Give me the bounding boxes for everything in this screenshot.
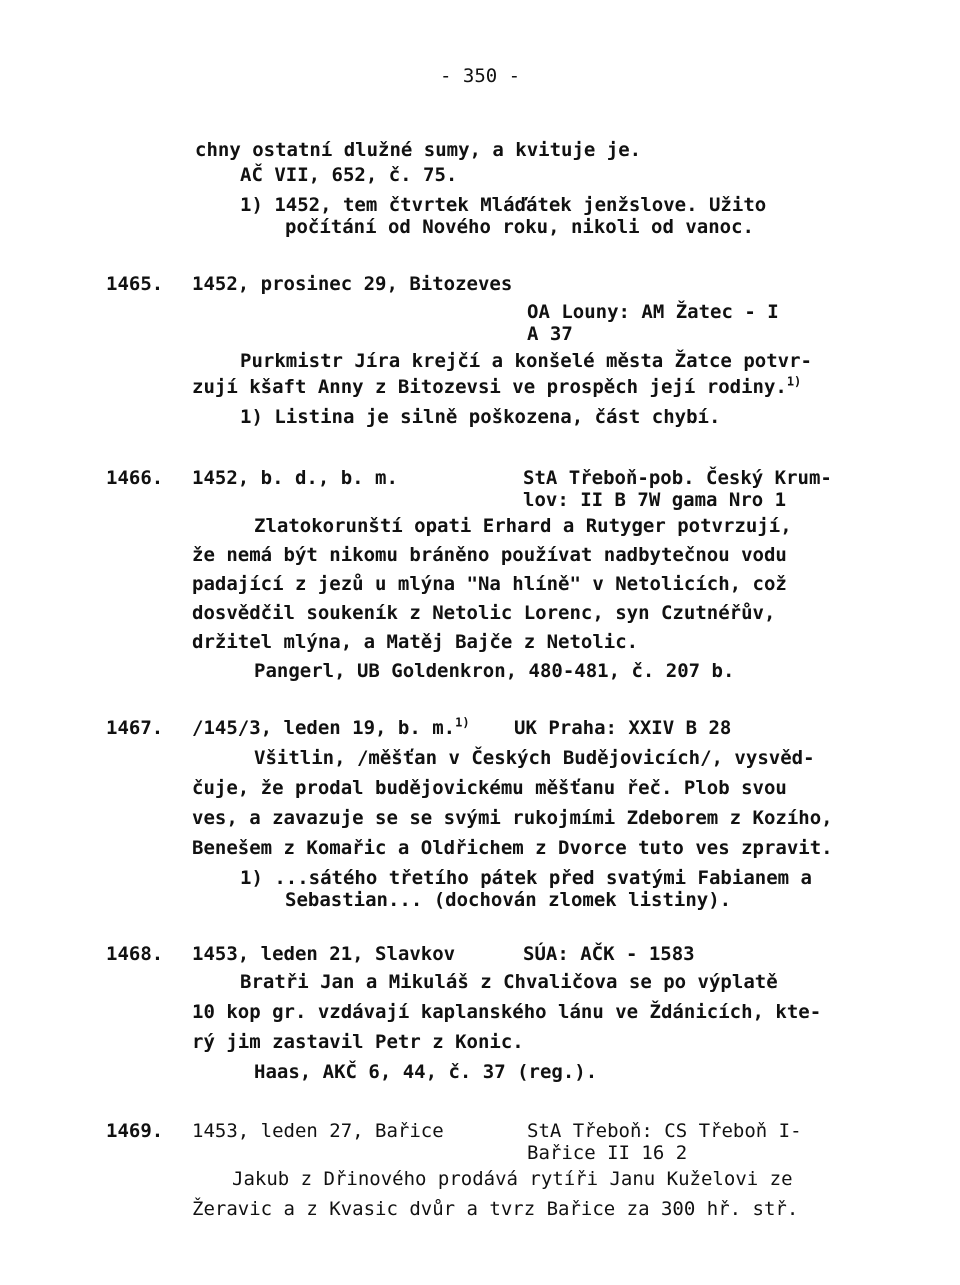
entry-date: 1453, leden 21, Slavkov [192, 943, 456, 965]
entry-date: 1452, b. d., b. m. [192, 467, 398, 489]
reference-line: Pangerl, UB Goldenkron, 480-481, č. 207 b. [254, 660, 735, 682]
entry-number: 1468. [106, 943, 164, 965]
body-text-line: Zlatokorunští opati Erhard a Rutyger potvrzují, [254, 515, 792, 537]
entry-number: 1469. [106, 1120, 164, 1142]
footnote-marker: 1) [786, 374, 802, 389]
archive-line: Bařice II 16 2 [527, 1142, 688, 1164]
body-text-line: Bratři Jan a Mikuláš z Chvaličova se po výplatě [240, 971, 778, 993]
body-text-line: padající z jezů u mlýna "Na hlíně" v Netolicích, což [192, 573, 787, 595]
entry-date-line [192, 716, 470, 740]
archive-line: OA Louny: AM Žatec - I [527, 301, 779, 323]
body-text-line: Benešem z Komařic a Oldřichem z Dvorce tuto ves zpravit. [192, 837, 833, 859]
body-text-line: Jakub z Dřinového prodává rytíři Janu Kuželovi ze [232, 1168, 793, 1190]
body-text-line: dosvědčil soukeník z Netolic Lorenc, syn Czutnéřův, [192, 602, 776, 624]
archive-line: StA Třeboň: CS Třeboň I- [527, 1120, 802, 1142]
body-text-line: držitel mlýna, a Matěj Bajče z Netolic. [192, 631, 639, 653]
footnote-line: 1) ...sátého třetího pátek před svatými Fabianem a [240, 867, 812, 889]
entry-date: 1452, prosinec 29, Bitozeves [192, 273, 513, 295]
entry-date: /145/3, leden 19, b. m. [192, 717, 456, 739]
entry-number: 1467. [106, 717, 164, 739]
footnote-line: Sebastian... (dochován zlomek listiny). [285, 889, 732, 911]
body-text-line: ves, a zavazuje se se svými rukojmími Zdeborem z Kozího, [192, 807, 833, 829]
body-text-line: rý jim zastavil Petr z Konic. [192, 1031, 524, 1053]
body-text-line: že nemá být nikomu bráněno používat nadbytečnou vodu [192, 544, 787, 566]
footnote-marker: 1) [455, 715, 470, 730]
body-text-line: 10 kop gr. vzdávají kaplanského lánu ve Ždánicích, kte- [192, 1001, 822, 1023]
archive-line: A 37 [527, 323, 573, 345]
footnote-line: 1) 1452, tem čtvrtek Mláďátek jenžslove. Užito [240, 194, 767, 216]
page-number: - 350 - [440, 65, 521, 87]
entry-number: 1466. [106, 467, 164, 489]
body-text-line: čuje, že prodal budějovickému měšťanu řeč. Plob svou [192, 777, 787, 799]
body-text: zují kšaft Anny z Bitozevsi ve prospěch její rodiny. [192, 376, 787, 398]
body-text-line [192, 375, 801, 399]
reference-line: AČ VII, 652, č. 75. [240, 164, 458, 186]
body-text-line: chny ostatní dlužné sumy, a kvituje je. [195, 139, 642, 161]
footnote-line: 1) Listina je silně poškozena, část chybí. [240, 406, 721, 428]
body-text-line: Žeravic a z Kvasic dvůr a tvrz Bařice za 300 hř. stř. [192, 1198, 799, 1220]
archive-line: SÚA: AČK - 1583 [523, 943, 695, 965]
entry-number: 1465. [106, 273, 164, 295]
footnote-line: počítání od Nového roku, nikoli od vanoc. [285, 216, 754, 238]
body-text-line: Všitlin, /měšťan v Českých Budějovicích/, vysvěd- [254, 747, 815, 769]
archive-line: UK Praha: XXIV B 28 [514, 717, 732, 739]
reference-line: Haas, AKČ 6, 44, č. 37 (reg.). [254, 1061, 598, 1083]
archive-line: lov: II B 7W gama Nro 1 [523, 489, 787, 511]
body-text-line: Purkmistr Jíra krejčí a konšelé města Žatce potvr- [240, 350, 812, 372]
archive-line: StA Třeboň-pob. Český Krum- [523, 467, 832, 489]
entry-date: 1453, leden 27, Bařice [192, 1120, 444, 1142]
